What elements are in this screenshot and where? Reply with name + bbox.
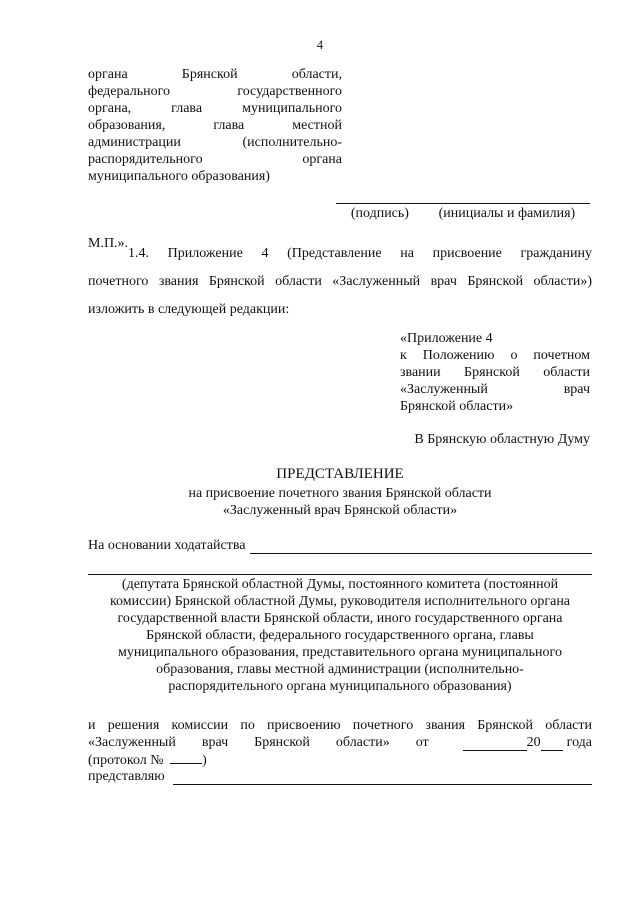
protocol-close: ) — [202, 753, 207, 768]
decision-date-row — [88, 734, 592, 751]
signatory-line: федерального государственного — [88, 84, 342, 99]
note-line: распорядительного органа муниципального образования) — [168, 679, 512, 694]
note-line: комиссии) Брянской областной Думы, руководителя исполнительного органа — [109, 594, 571, 609]
page-number: 4 — [316, 38, 324, 52]
document-subtitle: «Заслуженный врач Брянской области» — [222, 503, 458, 518]
addressee: В Брянскую областную Думу — [414, 432, 590, 447]
signatory-description — [88, 66, 342, 185]
note-line: Брянской области, федерального государственного органа, главы — [146, 628, 534, 643]
note-line: государственной власти Брянской области, иного государственного органа — [117, 611, 563, 626]
note-line: (депутата Брянской областной Думы, постоянного комитета (постоянной — [121, 577, 559, 592]
note-line: муниципального образования, представительного органа муниципального — [118, 645, 562, 660]
appendix-line: Брянской области» — [400, 399, 514, 414]
signatory-line: образования, глава местной — [88, 118, 342, 133]
appendix-line: звании Брянской области — [400, 365, 590, 380]
protocol-label: (протокол № — [88, 753, 164, 768]
basis-row — [88, 538, 592, 554]
document-subtitle: на присвоение почетного звания Брянской области — [188, 486, 492, 501]
stamp-mark: М.П.». — [88, 236, 129, 251]
initials-label: (инициалы и фамилия) — [438, 206, 576, 221]
signatory-line: органа Брянской области, — [88, 67, 342, 82]
present-label: представляю — [88, 769, 165, 784]
basis-field-continuation[interactable] — [88, 574, 592, 575]
appendix-line: к Положению о почетном — [400, 348, 590, 363]
note-line: образования, главы местной администрации (исполнительно- — [156, 662, 524, 677]
year-field[interactable] — [541, 738, 563, 751]
protocol-row — [88, 751, 592, 768]
signature-line — [336, 203, 590, 204]
year-prefix: 20 — [526, 735, 541, 750]
signature-label: (подпись) — [350, 206, 409, 221]
protocol-number-field[interactable] — [170, 751, 202, 764]
signatory-line: администрации (исполнительно- — [88, 135, 342, 150]
signatory-line: муниципального образования) — [88, 169, 270, 184]
paragraph-line: 1.4. Приложение 4 (Представление на присвоение гражданину — [128, 246, 592, 261]
nominee-field[interactable] — [173, 771, 592, 785]
signature-caption — [336, 206, 590, 222]
decision-line: «Заслуженный врач Брянской области» от — [88, 735, 429, 750]
appendix-line: «Приложение 4 — [400, 331, 493, 346]
paragraph-line: изложить в следующей редакции: — [88, 302, 290, 317]
document-title: ПРЕДСТАВЛЕНИЕ — [276, 466, 404, 482]
signatory-line: органа, глава муниципального — [88, 101, 342, 116]
appendix-line: «Заслуженный врач — [400, 382, 590, 397]
amendment-paragraph — [88, 240, 592, 324]
basis-label: На основании ходатайства — [88, 538, 246, 553]
date-field[interactable] — [463, 738, 527, 751]
appendix-header — [400, 330, 590, 415]
commission-decision — [88, 717, 592, 785]
decision-line: и решения комиссии по присвоению почетного звания Брянской области — [88, 718, 592, 733]
petitioner-note — [88, 576, 592, 695]
signatory-line: распорядительного органа — [88, 152, 342, 167]
paragraph-line: почетного звания Брянской области «Заслуженный врач Брянской области») — [88, 274, 592, 289]
year-suffix: года — [566, 735, 592, 750]
present-row — [88, 768, 592, 785]
basis-field[interactable] — [250, 540, 593, 554]
